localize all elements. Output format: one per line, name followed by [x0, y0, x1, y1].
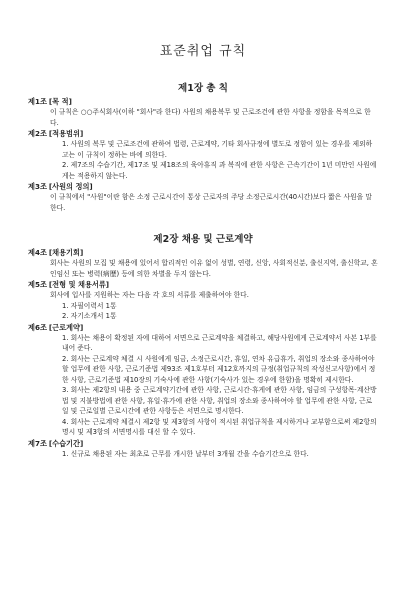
article-heading-label: [적용범위]: [48, 129, 84, 138]
article-4-heading: [28, 247, 378, 258]
article-number: 제3조: [28, 182, 47, 191]
document-title: 표준취업 규칙: [159, 44, 247, 59]
article-6-heading: [28, 322, 378, 333]
article-number: 제4조: [28, 248, 47, 257]
list-item: 1. 회사는 채용이 확정된 자에 대하여 서면으로 근로계약을 체결하고, 해당사원에게 근로계약서 사본 1부를 내어 준다.: [62, 333, 377, 352]
article-number: 제6조: [28, 322, 47, 332]
article-3-heading: [28, 181, 378, 192]
article-4-text: 회사는 사원의 모집 및 채용에 있어서 합리적인 이유 없이 성별, 연령, 신앙, 사회적신분, 출신지역, 출신학교, 혼인임신 또는 병력(病歷) 등에 의한 차별을 두지 않는다.: [50, 259, 378, 278]
list-item: 2. 자기소개서 1통: [62, 312, 117, 320]
list-item: 2. 회사는 근로계약 체결 시 사원에게 임금, 소정근로시간, 휴일, 연차 유급휴가, 취업의 장소와 종사하여야 할 업무에 관한 사항, 근로기준법 제93조 제1호부터 제12호까지의 규정(취업규칙의 작성신고사항)에서 정한 사항, 근로기준법 제10장의 기숙사에 관한 사항(기숙사가 있는 경우에 한함)을 명확히 제시한다.: [62, 354, 376, 384]
list-item: 4. 회사는 근로계약 체결시 제2항 및 제3항의 사항이 적시된 취업규칙을 제시하거나 교부함으로써 제2항의 명시 및 제3항의 서면명시를 대신 할 수 있다.: [62, 417, 377, 436]
article-5-heading: [28, 279, 378, 290]
article-1-text: 이 규칙은 ○○주식회사(이하 "회사"라 한다) 사원의 채용복무 및 근로조건에 관한 사항을 정함을 목적으로 한다.: [50, 108, 371, 127]
article-heading-label: [근로계약]: [48, 322, 84, 332]
article-heading-label: [전형 및 채용서류]: [48, 280, 110, 289]
article-2-heading: [28, 128, 378, 139]
article-3-text: 이 규칙에서 "사원"이란 함은 소정 근로시간이 통상 근로자의 주당 소정근로시간(40시간)보다 짧은 사원을 말한다.: [50, 193, 372, 212]
article-5-items: [28, 301, 378, 322]
article-6-items: [28, 333, 378, 438]
article-number: 제2조: [28, 129, 47, 138]
list-item: 2. 제7조의 수습기간, 제17조 및 제18조의 육아휴직 과 복직에 관한 사항은 근속기간이 1년 미만인 사원에게는 적용하지 않는다.: [62, 161, 377, 180]
article-heading-label: [목 적]: [48, 97, 72, 106]
article-1-heading: [28, 96, 378, 107]
chapter-1-title: 제1장 총 칙: [178, 83, 228, 94]
article-5-text: 회사에 입사를 지원하는 자는 다음 각 호의 서류를 제출하여야 한다.: [50, 291, 249, 299]
article-7-heading: [28, 438, 378, 449]
article-heading-label: [수습기간]: [48, 438, 84, 448]
article-number: 제1조: [28, 97, 47, 106]
article-number: 제5조: [28, 280, 47, 289]
article-number: 제7조: [28, 438, 47, 448]
article-2-items: [28, 139, 378, 181]
list-item: 1. 자필이력서 1통: [62, 301, 117, 310]
list-item: 1. 신규로 채용된 자는 최초로 근무를 개시한 날부터 3개월 간을 수습기간으로 한다.: [62, 449, 309, 458]
list-item: 3. 회사는 제2항의 내용 중 근로계약기간에 관한 사항, 근로시간·휴게에 관한 사항, 임금의 구성항목·계산방법 및 지불방법에 관한 사항, 휴일·휴가에 관한 사항, 취업의 장소와 종사하여야 할 업무에 관한 사항, 근로일 및 근로일별 근로시간에 관한 사항등은 서면으로 명시한다.: [62, 386, 377, 415]
article-7-items: [28, 449, 378, 460]
article-heading-label: [사원의 정의]: [48, 182, 93, 191]
chapter-2-title: 제2장 채용 및 근로계약: [153, 234, 253, 245]
list-item: 1. 사원의 복무 및 근로조건에 관하여 법령, 근로계약, 기타 회사규정에 별도로 정함이 있는 경우를 제외하고는 이 규칙이 정하는 바에 의한다.: [62, 140, 373, 159]
article-heading-label: [채용기회]: [48, 248, 84, 257]
